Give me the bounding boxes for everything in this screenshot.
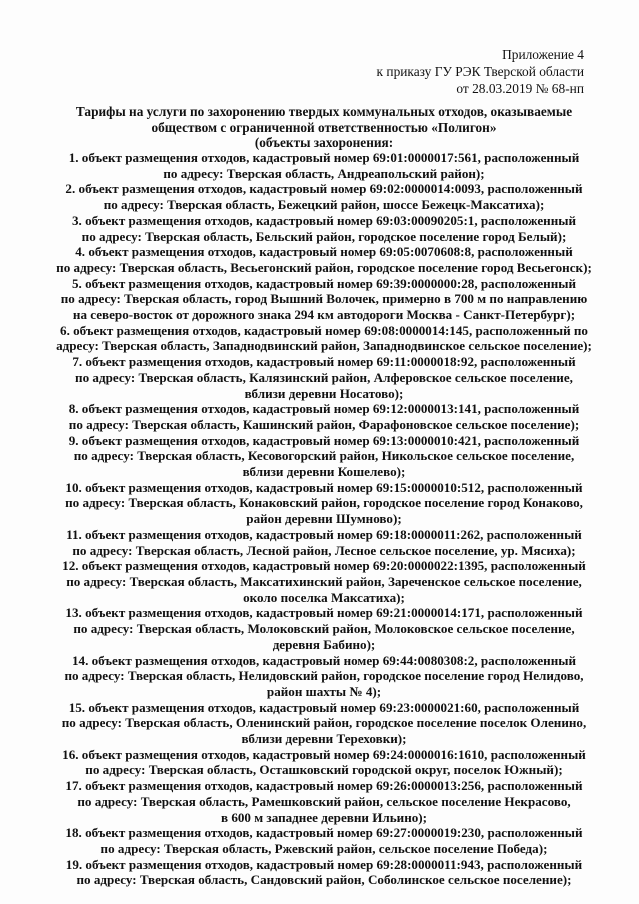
list-item — [40, 653, 608, 700]
list-item-line: по адресу: Тверская область, Андреапольский район); — [163, 165, 485, 181]
document-title — [40, 104, 608, 151]
list-item — [40, 700, 608, 747]
list-item — [40, 747, 608, 778]
list-item — [40, 857, 608, 888]
list-item — [40, 401, 608, 432]
list-item-line: по адресу: Тверская область, Весьегонский район, городское поселение город Весьегонск); — [56, 259, 592, 275]
list-item-line: по адресу: Тверская область, Ржевский район, сельское поселение Победа); — [100, 840, 548, 856]
list-item-line: вблизи деревни Носатово); — [244, 385, 404, 401]
list-item-line: 14. объект размещения отходов, кадастровый номер 69:44:0080308:2, расположенный — [71, 652, 577, 668]
list-item-line: по адресу: Тверская область, Конаковский район, городское поселение город Конаково, — [65, 495, 583, 511]
list-item — [40, 433, 608, 480]
list-item — [40, 181, 608, 212]
appendix-order-reference: к приказу ГУ РЭК Тверской области — [376, 64, 584, 79]
title-line-2: обществом с ограниченной ответственностью «Полигон» — [151, 119, 497, 135]
list-item — [40, 213, 608, 244]
list-item-line: 2. объект размещения отходов, кадастровый номер 69:02:0000014:0093, расположенный — [65, 181, 583, 197]
list-item-line: по адресу: Тверская область, Максатихинский район, Зареченское сельское поселение, — [66, 573, 582, 589]
list-item-line: 8. объект размещения отходов, кадастровый номер 69:12:0000013:141, расположенный — [68, 401, 580, 417]
list-item — [40, 527, 608, 558]
list-item-line: 1. объект размещения отходов, кадастровый номер 69:01:0000017:561, расположенный — [68, 150, 580, 165]
list-item-line: вблизи деревни Кошелево); — [242, 464, 406, 480]
list-item-line: район шахты № 4); — [266, 683, 382, 699]
list-item-line: 10. объект размещения отходов, кадастровый номер 69:15:0000010:512, расположенный — [65, 479, 583, 495]
list-item-line: по адресу: Тверская область, Бежецкий район, шоссе Бежецк-Максатиха); — [103, 197, 545, 213]
list-item-line: 12. объект размещения отходов, кадастровый номер 69:20:0000022:1395, расположенный — [62, 558, 586, 574]
list-item-line: по адресу: Тверская область, Рамешковский район, сельское поселение Некрасово, — [77, 793, 571, 809]
list-item-line: 16. объект размещения отходов, кадастровый номер 69:24:0000016:1610, расположенный — [62, 746, 586, 762]
list-item-line: по адресу: Тверская область, Оленинский район, городское поселение поселок Оленино, — [61, 715, 587, 731]
list-item — [40, 354, 608, 401]
list-item — [40, 150, 608, 181]
list-item-line: по адресу: Тверская область, Осташковский городской округ, поселок Южный); — [85, 762, 563, 778]
list-item — [40, 825, 608, 856]
list-item-line: вблизи деревни Тереховки); — [241, 731, 407, 747]
list-item-line: около поселка Максатиха); — [243, 589, 405, 605]
appendix-header — [377, 46, 584, 97]
list-item-line: по адресу: Тверская область, Молоковский район, Молоковское сельское поселение, — [73, 621, 575, 637]
list-item — [40, 323, 608, 354]
list-item-line: по адресу: Тверская область, Сандовский район, Соболинское сельское поселение); — [76, 872, 572, 888]
list-item-line: по адресу: Тверская область, Кашинский район, Фарафоновское сельское поселение); — [68, 416, 580, 432]
title-line-3: (объекты захоронения: — [254, 135, 394, 151]
list-item-line: по адресу: Тверская область, Кесовогорский район, Никольское сельское поселение, — [73, 448, 575, 464]
list-item-line: в 600 м западнее деревни Ильино); — [220, 809, 427, 825]
list-item-line: 5. объект размещения отходов, кадастровый номер 69:39:0000000:28, расположенный — [71, 275, 577, 291]
title-line-1: Тарифы на услуги по захоронению твердых коммунальных отходов, оказываемые — [75, 104, 573, 119]
list-item-line: по адресу: Тверская область, город Вышний Волочек, примерно в 700 м по направлению — [60, 291, 588, 307]
list-item-line: 11. объект размещения отходов, кадастровый номер 69:18:0000011:262, расположенный — [66, 526, 582, 542]
list-item-line: по адресу: Тверская область, Лесной район, Лесное сельское поселение, ур. Мясиха); — [72, 542, 576, 558]
list-item-line: деревня Бабино); — [272, 636, 376, 652]
list-item-line: 4. объект размещения отходов, кадастровый номер 69:05:0070608:8, расположенный — [75, 244, 573, 260]
list-item — [40, 605, 608, 652]
list-item-line: 3. объект размещения отходов, кадастровый номер 69:03:00090205:1, расположенный — [71, 212, 577, 228]
list-item-line: 6. объект размещения отходов, кадастровый номер 69:08:0000014:145, расположенный по — [60, 322, 588, 338]
list-item-line: адресу: Тверская область, Западнодвинский район, Западнодвинское сельское поселение); — [56, 338, 592, 354]
list-item-line: 7. объект размещения отходов, кадастровый номер 69:11:0000018:92, расположенный — [72, 354, 576, 370]
appendix-number: Приложение 4 — [502, 47, 584, 62]
list-item-line: по адресу: Тверская область, Калязинский район, Алферовское сельское поселение, — [75, 369, 573, 385]
disposal-objects-list — [40, 150, 608, 888]
list-item-line: 17. объект размещения отходов, кадастровый номер 69:26:0000013:256, расположенный — [65, 778, 583, 794]
list-item-line: 9. объект размещения отходов, кадастровый номер 69:13:0000010:421, расположенный — [68, 432, 580, 448]
list-item — [40, 276, 608, 323]
list-item — [40, 244, 608, 275]
list-item-line: 19. объект размещения отходов, кадастровый номер 69:28:0000011:943, расположенный — [65, 856, 583, 872]
list-item-line: 13. объект размещения отходов, кадастровый номер 69:21:0000014:171, расположенный — [65, 605, 583, 621]
appendix-order-date: от 28.03.2019 № 68-нп — [456, 81, 584, 96]
list-item-line: 15. объект размещения отходов, кадастровый номер 69:23:0000021:60, расположенный — [68, 699, 580, 715]
list-item-line: по адресу: Тверская область, Бельский район, городское поселение город Белый); — [81, 228, 567, 244]
list-item-line: на северо-восток от дорожного знака 294 км автодороги Москва - Санкт-Петербург); — [72, 307, 576, 323]
list-item-line: 18. объект размещения отходов, кадастровый номер 69:27:0000019:230, расположенный — [65, 825, 583, 841]
list-item — [40, 480, 608, 527]
list-item-line: район деревни Шумново); — [246, 511, 402, 527]
list-item-line: по адресу: Тверская область, Нелидовский район, городское поселение город Нелидово, — [64, 668, 584, 684]
list-item — [40, 778, 608, 825]
list-item — [40, 558, 608, 605]
